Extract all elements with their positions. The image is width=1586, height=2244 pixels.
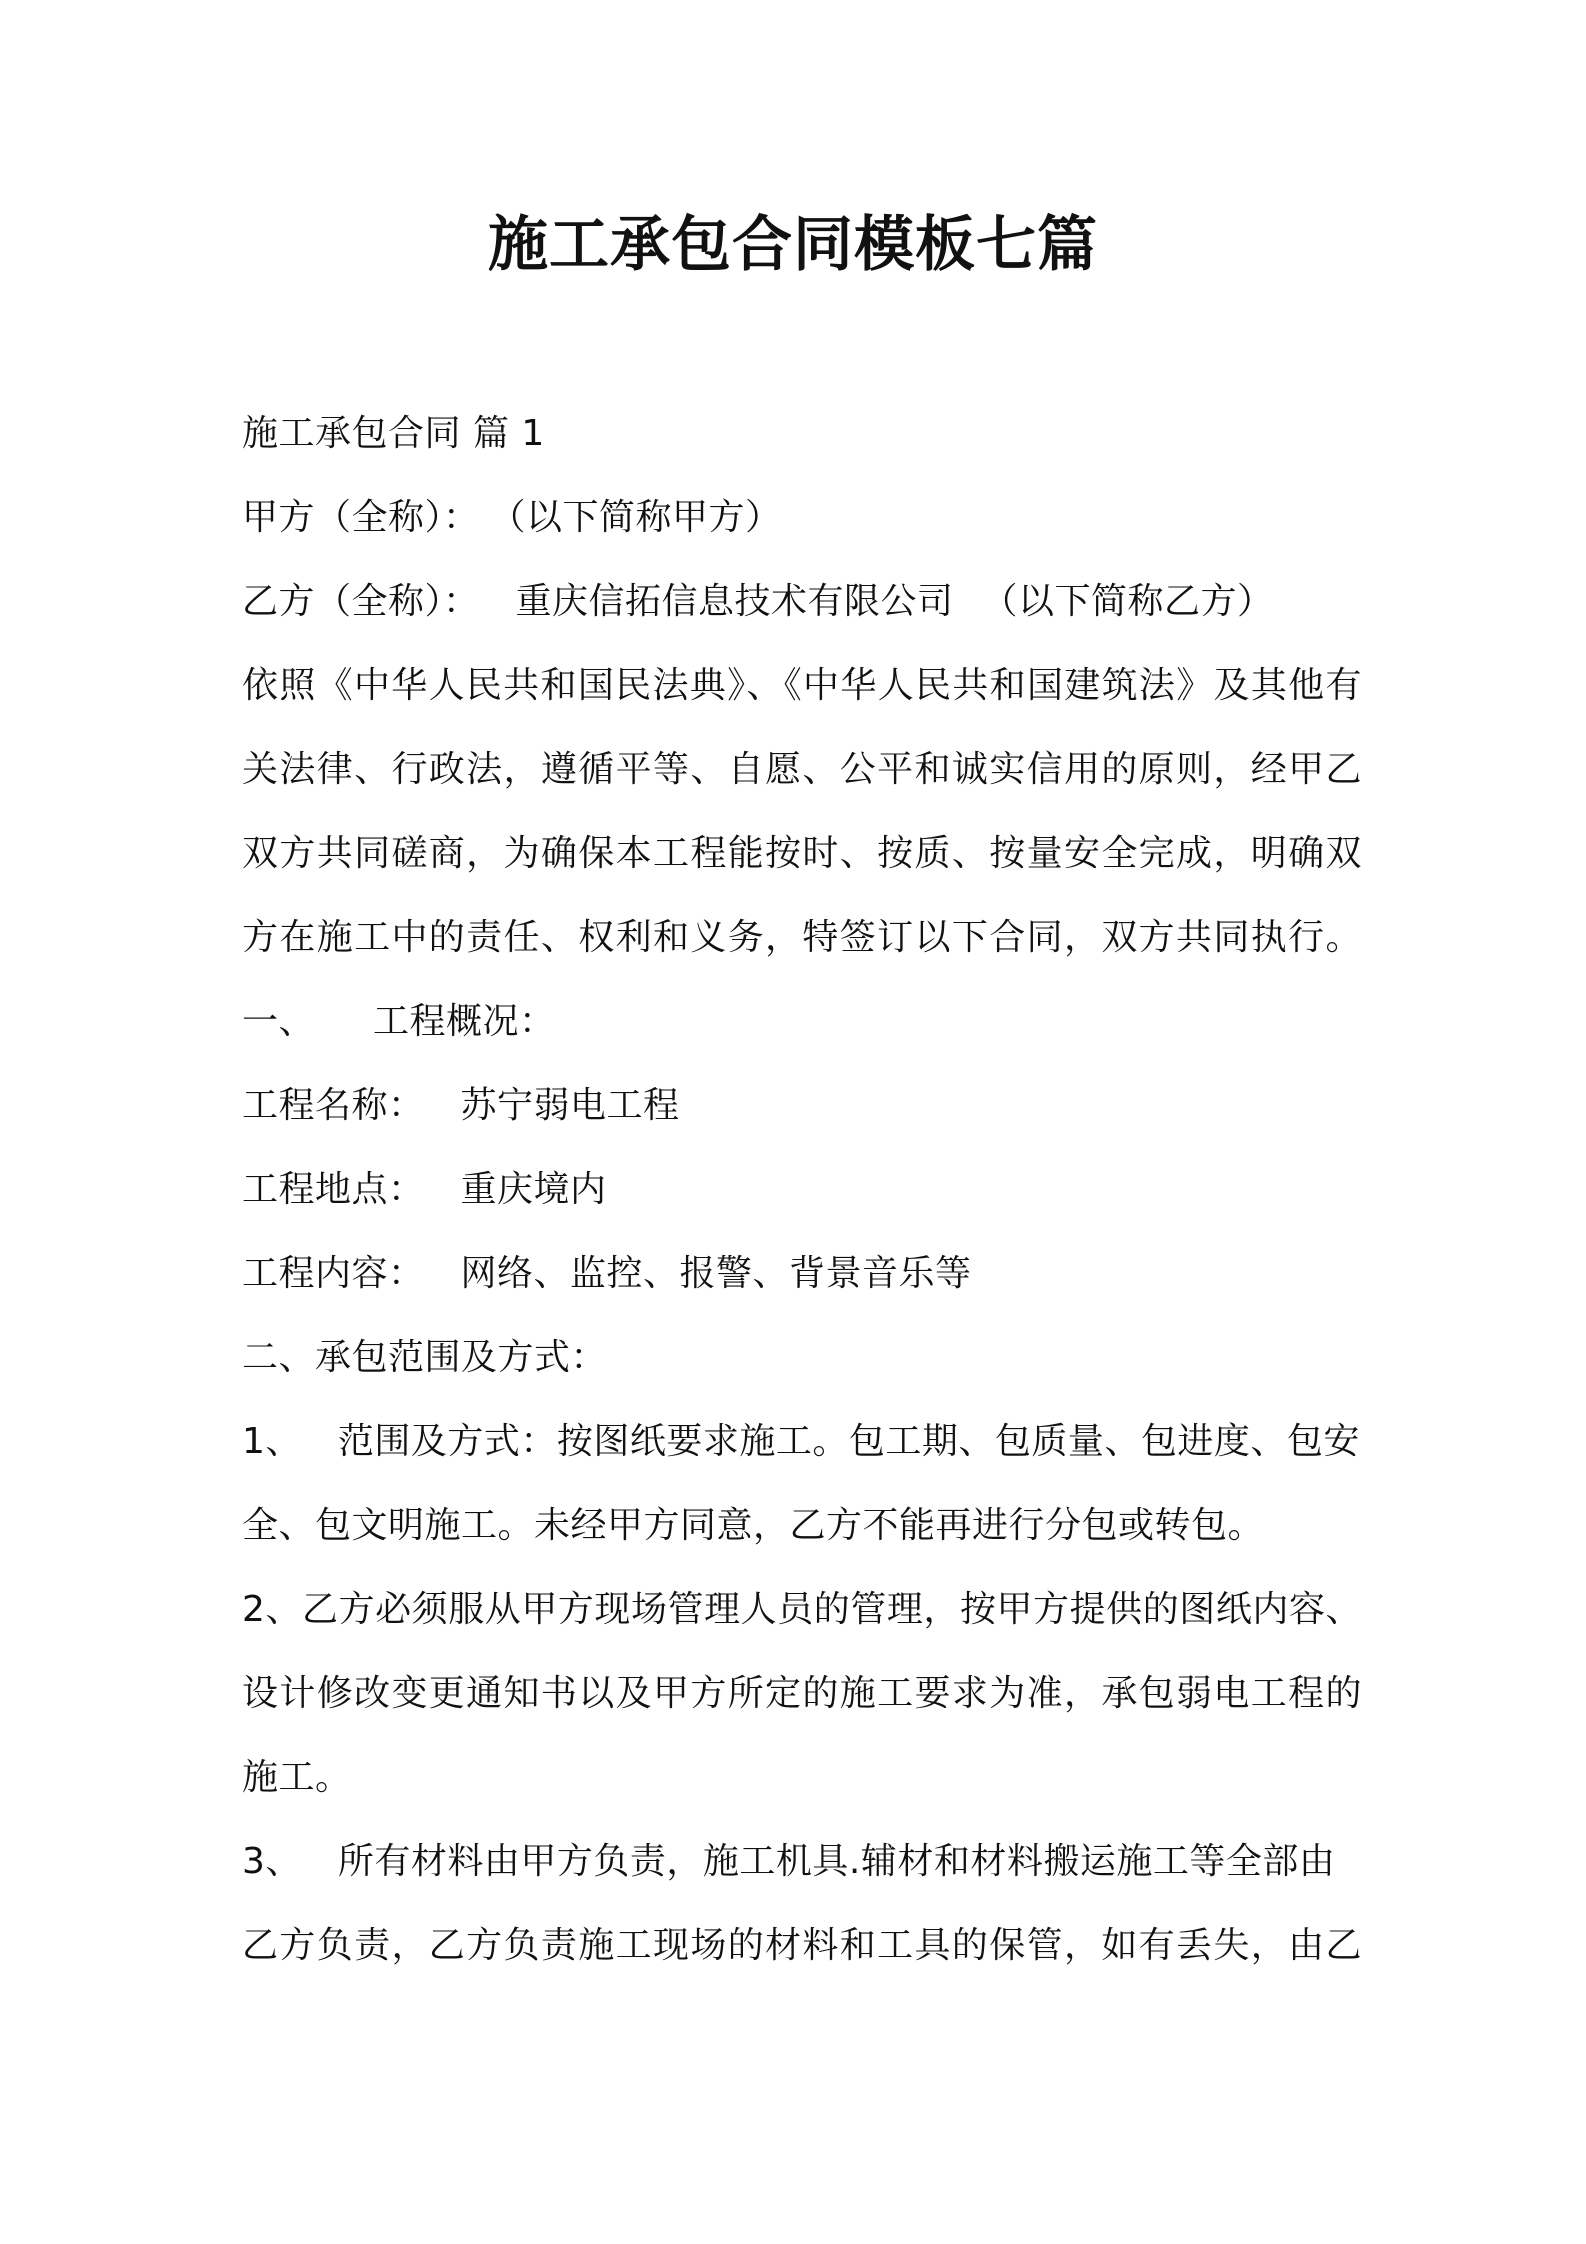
project-location-line (242, 1166, 1362, 1214)
preamble-line-1: 依照《中华人民共和国民法典》、《中华人民共和国建筑法》及其他有 (242, 665, 1362, 706)
clause-1-number: 一、 (242, 1001, 316, 1042)
preamble-line-2: 关法律、行政法，遵循平等、自愿、公平和诚实信用的原则，经甲乙 (242, 749, 1362, 790)
section-heading-text: 施工承包合同 篇 1 (242, 413, 545, 454)
project-name-line (242, 1082, 1362, 1130)
project-location-value: 重庆境内 (460, 1169, 607, 1210)
party-b-line (242, 578, 1362, 626)
clause-2-item-2-line-1: 2、乙方必须服从甲方现场管理人员的管理，按甲方提供的图纸内容、 (242, 1589, 1362, 1630)
item-3-text: 所有材料由甲方负责，施工机具.辅材和材料搬运施工等全部由 (337, 1841, 1336, 1882)
preamble-line-3: 双方共同磋商，为确保本工程能按时、按质、按量安全完成，明确双 (242, 833, 1362, 874)
document-title: 施工承包合同模板七篇 (488, 210, 1098, 280)
party-a-line (242, 494, 1362, 542)
party-a-label: 甲方（全称）： (242, 497, 480, 538)
clause-2-item-2-line-2: 设计修改变更通知书以及甲方所定的施工要求为准，承包弱电工程的 (242, 1673, 1362, 1714)
clause-2-heading: 二、承包范围及方式： (242, 1337, 608, 1378)
project-location-label: 工程地点： (242, 1169, 425, 1210)
project-content-label: 工程内容： (242, 1253, 425, 1294)
preamble-line-4: 方在施工中的责任、权利和义务，特签订以下合同，双方共同执行。 (242, 917, 1362, 958)
clause-2-item-3-line-1 (242, 1838, 1362, 1886)
clause-2-item-1-line-2: 全、包文明施工。未经甲方同意，乙方不能再进行分包或转包。 (242, 1505, 1265, 1546)
clause-2-item-2-line-3: 施工。 (242, 1757, 352, 1798)
project-content-value: 网络、监控、报警、背景音乐等 (460, 1253, 972, 1294)
clause-1-title: 工程概况： (373, 1001, 556, 1042)
project-content-line (242, 1250, 1362, 1298)
clause-2-item-1-line-1 (242, 1418, 1362, 1466)
clause-2-item-3-line-2: 乙方负责，乙方负责施工现场的材料和工具的保管，如有丢失，由乙 (242, 1925, 1362, 1966)
item-1-text: 范围及方式：按图纸要求施工。包工期、包质量、包进度、包安 (337, 1421, 1360, 1462)
project-name-value: 苏宁弱电工程 (460, 1085, 680, 1126)
party-a-note: （以下简称甲方） (507, 497, 782, 538)
party-b-label: 乙方（全称）： (242, 581, 480, 622)
party-b-note: （以下简称乙方） (981, 581, 1274, 622)
item-1-number: 1、 (242, 1421, 302, 1462)
party-b-name: 重庆信拓信息技术有限公司 (515, 581, 954, 622)
item-3-number: 3、 (242, 1841, 302, 1882)
clause-1-heading (242, 998, 1362, 1046)
project-name-label: 工程名称： (242, 1085, 425, 1126)
section-heading-part1 (242, 410, 1362, 458)
